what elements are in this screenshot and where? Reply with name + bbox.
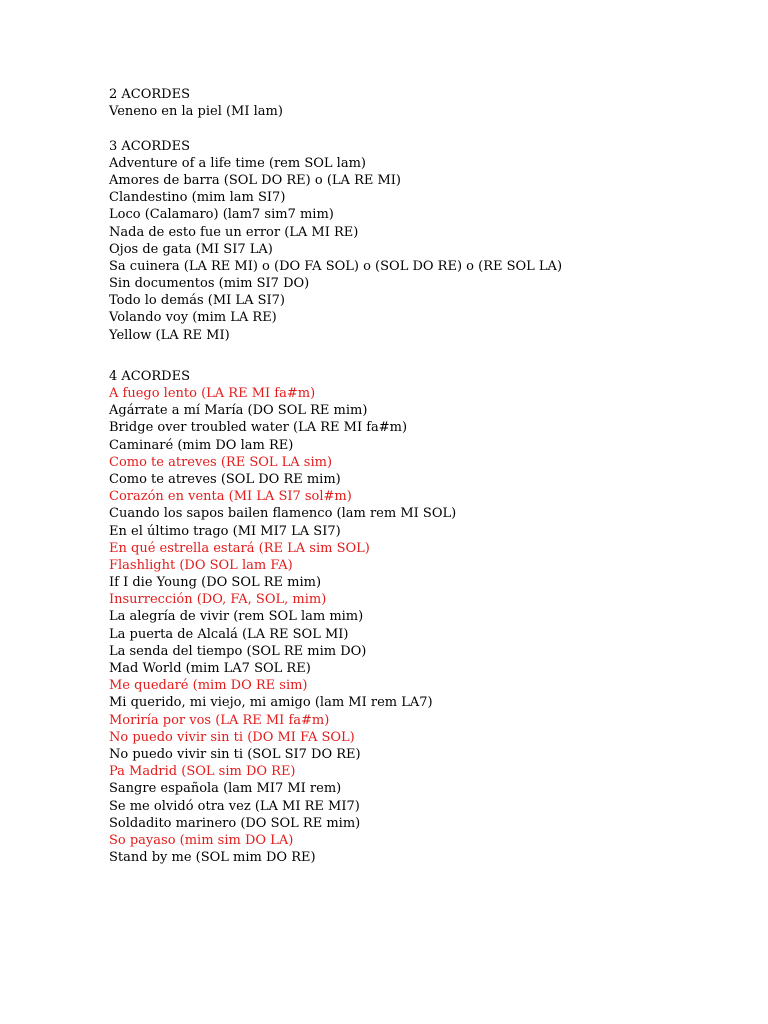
song-line: Moriría por vos (LA RE MI fa#m) (109, 712, 330, 728)
song-line: Corazón en venta (MI LA SI7 sol#m) (109, 489, 352, 505)
song-line: Se me olvidó otra vez (LA MI RE MI7) (109, 798, 360, 814)
section-3-acordes (109, 138, 729, 344)
song-line: La senda del tiempo (SOL RE mim DO) (109, 643, 367, 659)
song-line: Sin documentos (mim SI7 DO) (109, 276, 310, 292)
spacer (109, 120, 729, 137)
song-list (109, 385, 729, 866)
song-line: A fuego lento (LA RE MI fa#m) (109, 386, 316, 401)
song-line: Adventure of a life time (rem SOL lam) (109, 155, 366, 171)
song-line: Agárrate a mí María (DO SOL RE mim) (109, 403, 368, 419)
song-line: Nada de esto fue un error (LA MI RE) (109, 224, 359, 240)
song-line: Bridge over troubled water (LA RE MI fa#m) (109, 420, 408, 436)
document-page (109, 86, 729, 866)
song-line: Flashlight (DO SOL lam FA) (109, 557, 293, 573)
section-4-acordes (109, 368, 729, 866)
song-line: Amores de barra (SOL DO RE) o (LA RE MI) (109, 172, 401, 188)
section-heading: 4 ACORDES (109, 368, 191, 384)
song-line: So payaso (mim sim DO LA) (109, 832, 294, 848)
song-line: En el último trago (MI MI7 LA SI7) (109, 523, 341, 539)
song-line: Me quedaré (mim DO RE sim) (109, 678, 308, 694)
song-line: Clandestino (mim lam SI7) (109, 190, 286, 206)
song-line: Soldadito marinero (DO SOL RE mim) (109, 815, 361, 831)
song-line: Sangre española (lam MI7 MI rem) (109, 781, 342, 797)
song-list (109, 155, 729, 344)
song-line: En qué estrella estará (RE LA sim SOL) (109, 540, 370, 556)
song-line: Veneno en la piel (MI lam) (109, 104, 283, 120)
song-list (109, 103, 729, 120)
song-line: Loco (Calamaro) (lam7 sim7 mim) (109, 207, 334, 223)
song-line: If I die Young (DO SOL RE mim) (109, 575, 322, 591)
song-line: Mi querido, mi viejo, mi amigo (lam MI rem LA7) (109, 695, 433, 711)
song-line: La alegría de vivir (rem SOL lam mim) (109, 609, 364, 625)
song-line: Como te atreves (RE SOL LA sim) (109, 454, 333, 470)
song-line: Pa Madrid (SOL sim DO RE) (109, 764, 296, 780)
section-2-acordes (109, 86, 729, 120)
song-line: Ojos de gata (MI SI7 LA) (109, 241, 273, 257)
song-line: Mad World (mim LA7 SOL RE) (109, 661, 311, 676)
song-line: Volando voy (mim LA RE) (109, 310, 277, 326)
song-line: Todo lo demás (MI LA SI7) (109, 293, 285, 309)
spacer (109, 344, 729, 368)
song-line: Como te atreves (SOL DO RE mim) (109, 471, 341, 487)
song-line: Cuando los sapos bailen flamenco (lam rem MI SOL) (109, 506, 457, 522)
song-line: Insurrección (DO, FA, SOL, mim) (109, 592, 327, 608)
song-line: La puerta de Alcalá (LA RE SOL MI) (109, 626, 349, 642)
section-heading: 2 ACORDES (109, 87, 191, 102)
song-line: Sa cuinera (LA RE MI) o (DO FA SOL) o (SOL DO RE) o (RE SOL LA) (109, 258, 563, 274)
song-line: No puedo vivir sin ti (SOL SI7 DO RE) (109, 746, 361, 762)
song-line: Caminaré (mim DO lam RE) (109, 437, 294, 453)
section-heading: 3 ACORDES (109, 138, 191, 154)
song-line: Stand by me (SOL mim DO RE) (109, 850, 316, 866)
song-line: Yellow (LA RE MI) (109, 327, 230, 343)
song-line: No puedo vivir sin ti (DO MI FA SOL) (109, 729, 355, 745)
